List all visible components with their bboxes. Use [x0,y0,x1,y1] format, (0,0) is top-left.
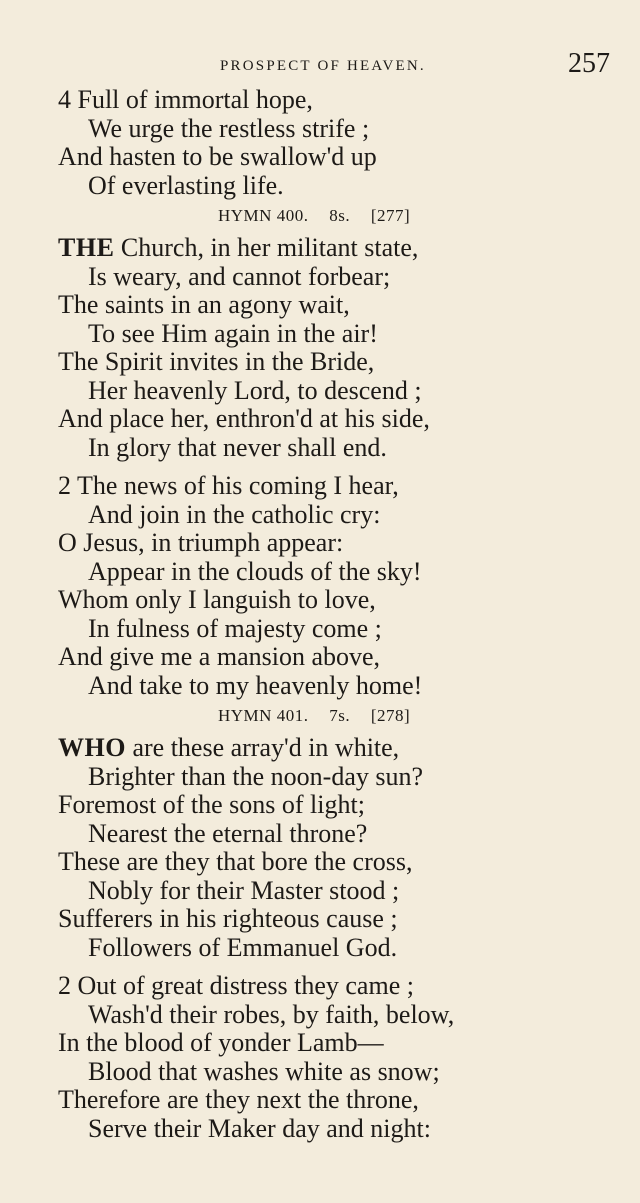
verse-line: Serve their Maker day and night: [88,1113,431,1143]
verse-line-rest: are these array'd in white, [125,733,400,762]
hymn-meter: 8s. [329,206,351,225]
page-content [58,86,618,1143]
verse-line: Whom only I languish to love, [58,585,376,614]
verse-line-rest: Church, in her militant state, [114,233,419,262]
verse-line: We urge the restless strife ; [88,113,370,143]
verse-line: Followers of Emmanuel God. [88,932,398,962]
verse-line: Is weary, and cannot forbear; [88,261,391,291]
hymn-number: HYMN 400. [218,206,309,225]
hymn-400-stanza-1 [58,234,618,462]
verse-line: Nobly for their Master stood ; [88,875,400,905]
verse-line: In the blood of yonder Lamb— [58,1028,384,1057]
verse-line: And hasten to be swallow'd up [58,142,377,171]
verse-line: Of everlasting life. [88,170,284,200]
verse-line: In glory that never shall end. [88,432,387,462]
verse-line: Wash'd their robes, by faith, below, [88,999,455,1029]
verse-line: O Jesus, in triumph appear: [58,528,344,557]
verse-line: 4 Full of immortal hope, [58,85,313,114]
verse-line: Nearest the eternal throne? [88,818,368,848]
verse-line: And join in the catholic cry: [88,499,381,529]
verse-line: The saints in an agony wait, [58,290,350,319]
verse-line: Appear in the clouds of the sky! [88,556,422,586]
verse-line: To see Him again in the air! [88,318,378,348]
verse-line [58,734,618,763]
hymn-first-word: THE [58,233,115,262]
verse-line: In fulness of majesty come ; [88,613,382,643]
verse-line: And place her, enthron'd at his side, [58,404,430,433]
verse-line: The Spirit invites in the Bride, [58,347,375,376]
hymn-number: HYMN 401. [218,706,309,725]
verse-line: Her heavenly Lord, to descend ; [88,375,422,405]
verse-line: Foremost of the sons of light; [58,790,365,819]
page-number: 257 [568,48,610,79]
verse-line: 2 The news of his coming I hear, [58,471,399,500]
hymn-tune-ref: [277] [370,206,411,225]
verse-line: 2 Out of great distress they came ; [58,971,414,1000]
hymn-400-heading [58,204,618,228]
verse-line [58,234,618,263]
hymn-first-word: WHO [58,733,126,762]
hymn-401-stanza-1 [58,734,618,962]
running-title: PROSPECT OF HEAVEN. [220,58,426,74]
hymn-tune-ref: [278] [370,706,411,725]
verse-line: Brighter than the noon-day sun? [88,761,424,791]
verse-line: Blood that washes white as snow; [88,1056,440,1086]
verse-line: These are they that bore the cross, [58,847,413,876]
hymn-meter: 7s. [329,706,351,725]
verse-line: And take to my heavenly home! [88,670,423,700]
verse-line: Therefore are they next the throne, [58,1085,419,1114]
hymn-401-heading [58,704,618,728]
hymn-401-stanza-2 [58,972,618,1143]
verse-line: Sufferers in his righteous cause ; [58,904,398,933]
continuation-stanza [58,86,618,200]
hymn-400-stanza-2 [58,472,618,700]
verse-line: And give me a mansion above, [58,642,381,671]
